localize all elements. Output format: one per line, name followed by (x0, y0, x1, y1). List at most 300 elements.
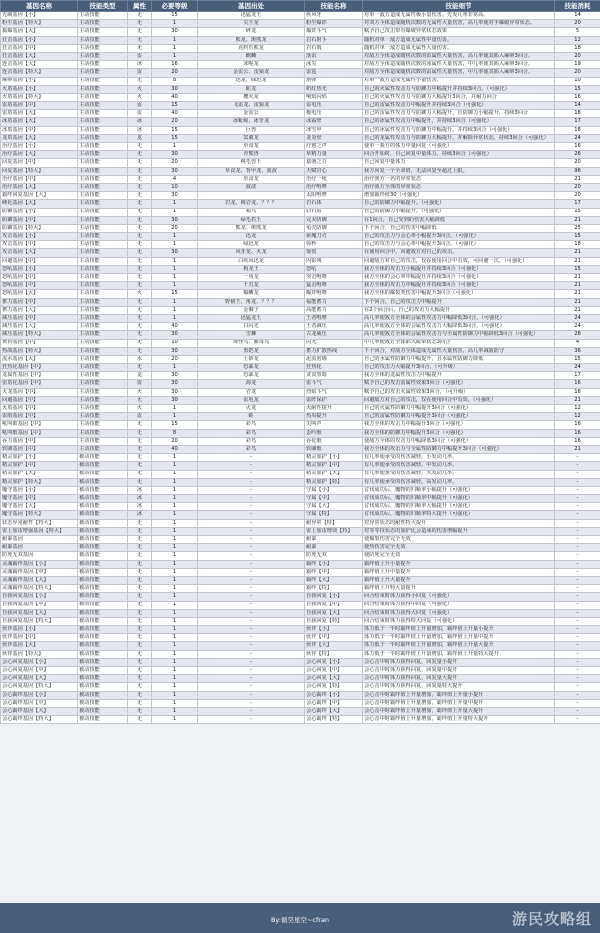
cell-skill-detail: 治疗我方全体的异常状态 (363, 183, 555, 191)
cell-skill-name: 岩石体 (305, 200, 363, 208)
cell-attribute: 冰 (128, 495, 152, 503)
cell-skill-detail: 在使用回合中，回避敌方对自己的攻击。 (363, 249, 555, 257)
cell-required-level: 1 (152, 462, 198, 470)
table-row (1, 233, 600, 241)
cell-skill-detail: 我方全体的攻击力中幅提升3回合（可强化） (363, 421, 555, 429)
cell-skill-detail: 自己的雷属性攻击力中幅提升并持续3回合（可强化） (363, 102, 555, 110)
cell-skill-detail: 高几率使敌方全体的会属性攻击力中幅降低3回合。（可强化） (363, 314, 555, 322)
cell-required-level: 1 (152, 478, 198, 486)
cell-skill-cost: - (555, 699, 600, 707)
cell-skill-type: 被动技能 (78, 683, 128, 691)
cell-skill-name: 割弹 (305, 77, 363, 85)
cell-skill-name: 弥秒 (305, 241, 363, 249)
cell-required-level: 20 (152, 159, 198, 167)
table-row (1, 617, 600, 625)
table-row (1, 536, 600, 544)
cell-skill-cost: - (555, 585, 600, 593)
cell-skill-type: 主动技能 (78, 224, 128, 232)
cell-attribute: 无 (128, 617, 152, 625)
cell-skill-type: 主动技能 (78, 208, 128, 216)
cell-skill-cost: - (555, 576, 600, 584)
cell-skill-cost: 12 (555, 413, 600, 421)
cell-skill-cost: 20 (555, 52, 600, 60)
cell-skill-detail: 使爆裂伤害完全无效 (363, 536, 555, 544)
table-row (1, 126, 600, 134)
cell-skill-name: 霸绊【小】 (305, 560, 363, 568)
cell-gene-source: - (198, 634, 305, 642)
cell-skill-cost: 16 (555, 380, 600, 388)
cell-attribute: 无 (128, 233, 152, 241)
cell-skill-type: 主动技能 (78, 290, 128, 298)
cell-attribute: 无 (128, 159, 152, 167)
cell-attribute: 无 (128, 208, 152, 216)
cell-required-level: 1 (152, 44, 198, 52)
cell-gene-name: 连击基因【特大】 (1, 69, 78, 77)
cell-skill-detail: 自己的火属性防御力中幅提升3回合（可强化） (363, 405, 555, 413)
cell-required-level: 1 (152, 265, 198, 273)
cell-skill-cost: 28 (555, 331, 600, 339)
cell-skill-cost: 16 (555, 429, 600, 437)
cell-skill-name: 雷上加雷增效【特】 (305, 527, 363, 535)
cell-skill-type: 主动技能 (78, 175, 128, 183)
cell-skill-name: 泥流泡墙 (305, 355, 363, 363)
cell-skill-detail: 使敌方全体的攻击力中幅降低3回合（可强化） (363, 437, 555, 445)
table-row (1, 118, 600, 126)
table-row (1, 208, 600, 216)
header-col-required-level: 必要等级 (152, 1, 198, 12)
table-row (1, 462, 600, 470)
cell-required-level: 1 (152, 486, 198, 494)
cell-attribute: 无 (128, 77, 152, 85)
table-row (1, 36, 600, 44)
cell-skill-cost: 26 (555, 151, 600, 159)
cell-attribute: 火 (128, 388, 152, 396)
cell-required-level: 1 (152, 233, 198, 241)
cell-attribute: 无 (128, 28, 152, 36)
cell-attribute: 无 (128, 143, 152, 151)
table-row (1, 355, 600, 363)
cell-gene-name: 精灵加护【大】 (1, 470, 78, 478)
cell-attribute: 无 (128, 241, 152, 249)
cell-required-level: 1 (152, 298, 198, 306)
cell-skill-name: 火耐性提升 (305, 405, 363, 413)
cell-gene-source: - (198, 658, 305, 666)
cell-gene-source: - (198, 707, 305, 715)
cell-skill-type: 主动技能 (78, 102, 128, 110)
cell-gene-source: 克约爪熊龙 (198, 44, 305, 52)
cell-required-level: 20 (152, 224, 198, 232)
table-row (1, 478, 600, 486)
cell-required-level: 15 (152, 421, 198, 429)
header-col-skill-name: 技能名称 (305, 1, 363, 12)
cell-skill-cost: 15 (555, 233, 600, 241)
cell-gene-source: 海龙 (198, 380, 305, 388)
cell-skill-cost: 19 (555, 61, 600, 69)
table-row (1, 437, 600, 445)
table-row (1, 69, 600, 77)
header-row (1, 1, 600, 12)
cell-skill-detail: 霸绊值上升中量提升 (363, 568, 555, 576)
cell-skill-name: 守属【特】 (305, 511, 363, 519)
table-row (1, 241, 600, 249)
cell-gene-name: 会心回复基因【小】 (1, 658, 78, 666)
cell-gene-source: - (198, 527, 305, 535)
cell-skill-type: 主动技能 (78, 126, 128, 134)
cell-attribute: 无 (128, 274, 152, 282)
cell-gene-name: 狂击基因【大】 (1, 52, 78, 60)
cell-skill-type: 被动技能 (78, 552, 128, 560)
author-credit: By:循昊星空~cfran (270, 916, 330, 924)
cell-skill-detail: 随机对单一敌方造成无属性大量伤害。 (363, 44, 555, 52)
cell-required-level: 1 (152, 626, 198, 634)
cell-required-level: 1 (152, 36, 198, 44)
cell-required-level: 30 (152, 396, 198, 404)
cell-gene-source: 彩鸟 (198, 445, 305, 453)
cell-skill-type: 被动技能 (78, 519, 128, 527)
cell-gene-name: 雷盾基因【中】 (1, 102, 78, 110)
cell-attribute: 无 (128, 601, 152, 609)
cell-attribute: 雷 (128, 102, 152, 110)
cell-skill-type: 主动技能 (78, 241, 128, 249)
cell-skill-name: 守属【大】 (305, 503, 363, 511)
cell-skill-detail: 自己的水属性防御力中幅提升，且水属性防御力降低 (363, 355, 555, 363)
table-row (1, 650, 600, 658)
cell-skill-type: 主动技能 (78, 298, 128, 306)
table-row (1, 552, 600, 560)
cell-skill-cost: 21 (555, 306, 600, 314)
cell-skill-type: 主动技能 (78, 314, 128, 322)
cell-gene-name: 灵魂霸绊基因【中】 (1, 568, 78, 576)
cell-gene-name: 回复基因【特大】 (1, 167, 78, 175)
cell-skill-cost: 21 (555, 445, 600, 453)
cell-skill-cost: - (555, 675, 600, 683)
table-row (1, 20, 600, 28)
cell-gene-name: 会心霸绊基因【大】 (1, 707, 78, 715)
cell-skill-detail: 霸绊值上升大量提升 (363, 576, 555, 584)
cell-required-level: 1 (152, 208, 198, 216)
cell-gene-source: 飞雷龙、雷狼龙 (198, 102, 305, 110)
cell-skill-cost: 14 (555, 102, 600, 110)
cell-skill-type: 主动技能 (78, 282, 128, 290)
cell-skill-cost: 15 (555, 208, 600, 216)
cell-skill-detail: 会心击中时体力获得回复，回复量小提升 (363, 658, 555, 666)
cell-required-level: 1 (152, 274, 198, 282)
cell-required-level: 1 (152, 568, 198, 576)
cell-attribute: 无 (128, 257, 152, 265)
table-row (1, 413, 600, 421)
cell-skill-type: 被动技能 (78, 667, 128, 675)
cell-skill-detail: 赋予自己的攻击雷属性效果3回合（可强化） (363, 380, 555, 388)
cell-attribute: 火 (128, 290, 152, 298)
cell-gene-source: - (198, 650, 305, 658)
cell-skill-type: 被动技能 (78, 707, 128, 715)
cell-skill-type: 被动技能 (78, 585, 128, 593)
cell-gene-name: 火盾基因【小】 (1, 85, 78, 93)
cell-gene-name: 回避基因【中】 (1, 257, 78, 265)
cell-attribute: 无 (128, 282, 152, 290)
cell-required-level: 1 (152, 699, 198, 707)
cell-gene-source: 青熊兽 (198, 151, 305, 159)
cell-attribute: 无 (128, 12, 152, 20)
cell-required-level: 1 (152, 143, 198, 151)
cell-skill-name: 冰雪甲 (305, 126, 363, 134)
cell-skill-type: 主动技能 (78, 183, 128, 191)
cell-required-level: 1 (152, 544, 198, 552)
cell-skill-detail: 对异常状态的耐性特大提升 (363, 519, 555, 527)
table-row (1, 454, 600, 462)
cell-skill-type: 主动技能 (78, 93, 128, 101)
cell-attribute: 无 (128, 691, 152, 699)
cell-skill-type: 主动技能 (78, 306, 128, 314)
cell-skill-detail: 对敌方全体造成随机次数的雷属性大量伤害，高几率使其陷入麻痹3回合。 (363, 52, 555, 60)
cell-gene-name: 硬化基因【大】 (1, 200, 78, 208)
cell-skill-name: 冰尖 (305, 61, 363, 69)
cell-skill-detail: 自己回复中量体力 (363, 159, 555, 167)
cell-skill-name: 狂热化 (305, 364, 363, 372)
cell-skill-detail: 我方回复一个全命值，无法回复至超过上限。 (363, 167, 555, 175)
cell-skill-type: 被动技能 (78, 716, 128, 724)
cell-skill-cost: 16 (555, 388, 600, 396)
cell-required-level: 15 (152, 102, 198, 110)
table-row (1, 405, 600, 413)
cell-attribute: 无 (128, 609, 152, 617)
cell-required-level: 1 (152, 691, 198, 699)
cell-skill-detail: 回合结束时体力获得特大回复（可强化） (363, 617, 555, 625)
cell-skill-type: 主动技能 (78, 110, 128, 118)
cell-skill-detail: 霸绊值上升小量提升 (363, 560, 555, 568)
cell-skill-type: 主动技能 (78, 331, 128, 339)
cell-skill-cost: 20 (555, 192, 600, 200)
cell-gene-name: 灵魂霸绊基因【小】 (1, 560, 78, 568)
cell-required-level: 15 (152, 126, 198, 134)
cell-skill-detail: 对双方全体造成随机次数的无属性大量伤害，高几率使对手爆破异常状态。 (363, 20, 555, 28)
cell-attribute: 雷 (128, 413, 152, 421)
cell-skill-detail: 讨伐成功后，魔物的归顺率大幅提升（可强化） (363, 503, 555, 511)
cell-gene-name: 会心霸绊基因【中】 (1, 699, 78, 707)
table-row (1, 470, 600, 478)
cell-skill-name: 精灵加护【特】 (305, 478, 363, 486)
cell-required-level: 1 (152, 241, 198, 249)
cell-attribute: 无 (128, 626, 152, 634)
cell-required-level: 1 (152, 413, 198, 421)
cell-skill-name: 耐暴 (305, 544, 363, 552)
cell-skill-type: 被动技能 (78, 675, 128, 683)
cell-skill-type: 主动技能 (78, 77, 128, 85)
cell-skill-type: 被动技能 (78, 634, 128, 642)
cell-skill-name: 雷霆 (305, 69, 363, 77)
cell-attribute: 冰 (128, 61, 152, 69)
table-row (1, 576, 600, 584)
cell-skill-detail: 我方全体的会心率中幅提升并持续3回合（可强化） (363, 274, 555, 282)
cell-gene-source: 爆鳞龙 (198, 290, 305, 298)
table-row (1, 511, 600, 519)
table-row (1, 593, 600, 601)
cell-required-level: 20 (152, 437, 198, 445)
cell-attribute: 无 (128, 20, 152, 28)
cell-gene-source: 樱火龙 (198, 93, 305, 101)
table-row (1, 388, 600, 396)
cell-required-level: 1 (152, 52, 198, 60)
table-row (1, 175, 600, 183)
cell-gene-source: - (198, 691, 305, 699)
cell-skill-cost: - (555, 593, 600, 601)
cell-required-level: 1 (152, 560, 198, 568)
cell-skill-name: 会心回复【特】 (305, 683, 363, 691)
cell-required-level: 1 (152, 470, 198, 478)
cell-gene-source: - (198, 601, 305, 609)
cell-gene-source: - (198, 486, 305, 494)
cell-skill-cost: 10 (555, 77, 600, 85)
cell-required-level: 15 (152, 290, 198, 298)
cell-skill-cost: 5 (555, 28, 600, 36)
table-row (1, 699, 600, 707)
cell-gene-source: 熊龙、斑熊龙 (198, 36, 305, 44)
cell-attribute: 冰 (128, 126, 152, 134)
cell-required-level: 1 (152, 536, 198, 544)
cell-attribute: 无 (128, 200, 152, 208)
cell-gene-name: 会心回复基因【特大】 (1, 683, 78, 691)
table-row (1, 257, 600, 265)
cell-skill-detail: 回合结束时体力获得大回复（可强化） (363, 609, 555, 617)
cell-skill-cost: 20 (555, 159, 600, 167)
cell-gene-source: 麒麟 (198, 52, 305, 60)
cell-skill-detail: 回合结束时体力获得中回复（可强化） (363, 601, 555, 609)
cell-gene-source: 火龙 (198, 405, 305, 413)
cell-attribute: 无 (128, 249, 152, 257)
cell-skill-detail: 回避敌方对自己的攻击，仅在使用回合中有效，可回避一次。（可强化） (363, 257, 555, 265)
table-row (1, 224, 600, 232)
cell-skill-type: 主动技能 (78, 388, 128, 396)
table-row (1, 265, 600, 273)
cell-skill-type: 被动技能 (78, 576, 128, 584)
cell-skill-type: 主动技能 (78, 20, 128, 28)
cell-skill-detail: 自己的攻击力与会心率中幅提升3回合。（可强化） (363, 241, 555, 249)
cell-skill-name: 伙伴【中】 (305, 634, 363, 642)
table-row (1, 28, 600, 36)
cell-gene-name: 怒吼基因【中】 (1, 282, 78, 290)
cell-attribute: 无 (128, 462, 152, 470)
cell-gene-source: 雷电龙 (198, 396, 305, 404)
cell-skill-name: 软刷歌 (305, 445, 363, 453)
cell-gene-name: 蓄力基因【大】 (1, 306, 78, 314)
cell-skill-type: 被动技能 (78, 454, 128, 462)
cell-required-level: 1 (152, 707, 198, 715)
cell-gene-name: 热战基因【特大】 (1, 347, 78, 355)
cell-gene-source: 彩鸟 (198, 429, 305, 437)
table-row (1, 601, 600, 609)
cell-attribute: 无 (128, 396, 152, 404)
cell-gene-name: 自我回复基因【中】 (1, 601, 78, 609)
cell-skill-type: 被动技能 (78, 527, 128, 535)
table-row (1, 486, 600, 494)
cell-skill-name: 极电压 (305, 110, 363, 118)
cell-gene-source: 风牙龙、火龙 (198, 249, 305, 257)
cell-skill-cost: - (555, 634, 600, 642)
cell-gene-source: 金雷公 (198, 110, 305, 118)
cell-skill-cost: 12 (555, 405, 600, 413)
table-row (1, 364, 600, 372)
header-col-skill-detail: 技能细节 (363, 1, 555, 12)
cell-gene-source: - (198, 617, 305, 625)
cell-attribute: 无 (128, 454, 152, 462)
cell-required-level: 1 (152, 716, 198, 724)
cell-skill-type: 主动技能 (78, 85, 128, 93)
cell-skill-detail: 会心击中时体力获得回复，回复量中提升 (363, 667, 555, 675)
table-row (1, 200, 600, 208)
cell-skill-type: 被动技能 (78, 568, 128, 576)
table-row (1, 372, 600, 380)
cell-gene-name: 状态异常耐性【特大】 (1, 519, 78, 527)
cell-skill-cost: - (555, 486, 600, 494)
cell-attribute: 无 (128, 593, 152, 601)
cell-skill-name: 疗愈之声 (305, 143, 363, 151)
cell-required-level: 1 (152, 364, 198, 372)
cell-gene-source: 雪狮 (198, 331, 305, 339)
cell-gene-source (198, 192, 305, 200)
cell-gene-source: 金雷公、雷狼龙 (198, 69, 305, 77)
cell-gene-name: 雷盾化基因【中】 (1, 380, 78, 388)
table-row (1, 609, 600, 617)
cell-attribute: 火 (128, 93, 152, 101)
cell-skill-cost: 16 (555, 93, 600, 101)
cell-skill-detail: 会心击中时体力获得回复，回复量大提升 (363, 675, 555, 683)
table-row (1, 12, 600, 20)
cell-required-level: 1 (152, 282, 198, 290)
cell-skill-detail: 自己的防御力中幅提升。（可强化） (363, 200, 555, 208)
cell-attribute: 冰 (128, 503, 152, 511)
cell-skill-detail: 我方全体的防御力中幅提升3回合（可强化） (363, 429, 555, 437)
cell-skill-cost: - (555, 462, 600, 470)
table-row (1, 626, 600, 634)
cell-gene-name: 黏爆基因【大】 (1, 28, 78, 36)
cell-skill-name: 耐暴 (305, 536, 363, 544)
cell-skill-type: 被动技能 (78, 691, 128, 699)
cell-skill-type: 主动技能 (78, 28, 128, 36)
cell-gene-source: 绿毛盾王 (198, 216, 305, 224)
cell-attribute: 无 (128, 314, 152, 322)
cell-skill-type: 被动技能 (78, 699, 128, 707)
cell-gene-name: 霸绊回复基因【大】 (1, 192, 78, 200)
cell-skill-type: 主动技能 (78, 249, 128, 257)
header-col-gene-source: 基因出处 (198, 1, 305, 12)
cell-gene-name: 攻击基因【小】 (1, 233, 78, 241)
table-row (1, 445, 600, 453)
cell-skill-name: 岩石盾 (305, 208, 363, 216)
cell-skill-name: 怒吼 (305, 265, 363, 273)
cell-skill-name: 守属【小】 (305, 486, 363, 494)
cell-gene-name: 连击基因【大】 (1, 61, 78, 69)
cell-skill-cost: - (555, 560, 600, 568)
cell-skill-cost: 17 (555, 118, 600, 126)
cell-skill-type: 主动技能 (78, 265, 128, 273)
cell-skill-detail: 随机对单一敌方造成无属性中量伤害。 (363, 36, 555, 44)
cell-skill-type: 主动技能 (78, 380, 128, 388)
cell-skill-type: 被动技能 (78, 544, 128, 552)
cell-attribute: 雷 (128, 110, 152, 118)
table-row (1, 380, 600, 388)
cell-gene-source: 金狮子 (198, 306, 305, 314)
cell-skill-type: 主动技能 (78, 159, 128, 167)
cell-skill-detail: 回合结束时体力获得小回复（可强化） (363, 593, 555, 601)
cell-gene-name: 狂热化基因【中】 (1, 364, 78, 372)
cell-skill-cost: - (555, 601, 600, 609)
cell-skill-detail: 自己的雷属性攻击力与防御力大幅提升，且防御力小幅提升，持续3回合 (363, 110, 555, 118)
cell-attribute: 火 (128, 405, 152, 413)
cell-gene-name: 火盾基因【特大】 (1, 93, 78, 101)
cell-gene-source: - (198, 699, 305, 707)
cell-required-level: 1 (152, 593, 198, 601)
cell-skill-type: 被动技能 (78, 642, 128, 650)
